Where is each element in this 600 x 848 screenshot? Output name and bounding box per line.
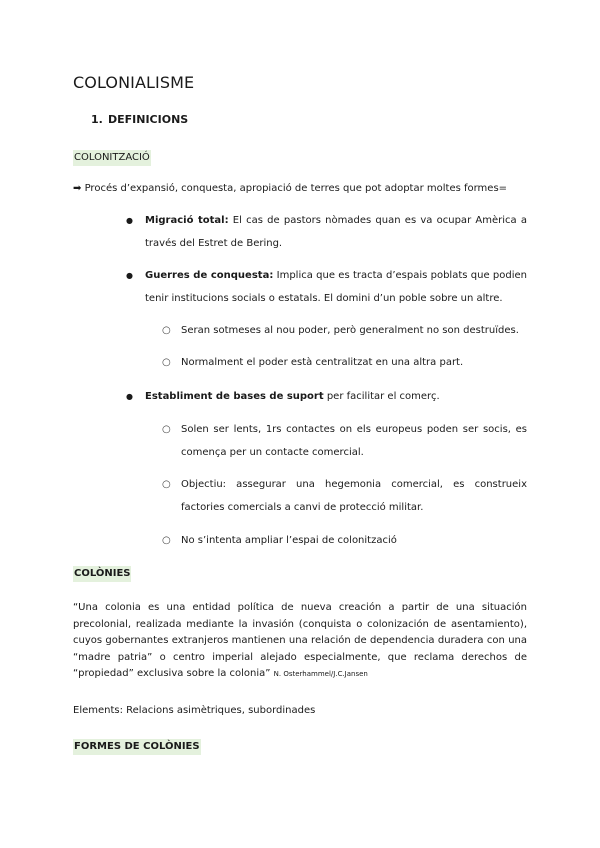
circle-bullet-icon: ○	[162, 479, 171, 490]
bullet-text: per facilitar el comerç.	[323, 391, 440, 402]
bullet-dot-icon: ●	[126, 271, 133, 280]
heading-formes: FORMES DE COLÒNIES	[73, 739, 201, 755]
bullet-text: El cas de pastors nòmades quan es va ocupar Amèrica a través del Estret de Bering.	[145, 215, 527, 249]
circle-bullet-icon: ○	[162, 357, 171, 368]
bullet-dot-icon: ●	[126, 392, 133, 401]
sub-list-item	[162, 474, 527, 519]
sub-item-text: Normalment el poder està centralitzat en una altra part.	[181, 357, 464, 368]
sub-item-text: Seran sotmeses al nou poder, però generalment no son destruïdes.	[181, 325, 519, 336]
bullet-bold: Establiment de bases de suport	[145, 391, 324, 402]
sub-list-item	[162, 352, 527, 375]
quote-author: N. Osterhammel/J.C.Jansen	[273, 670, 368, 678]
bullet-bold: Migració total:	[145, 215, 229, 226]
heading-colonies: COLÒNIES	[73, 566, 131, 582]
sub-list-item	[162, 419, 527, 464]
section-label: DEFINICIONS	[108, 113, 189, 126]
bullet-bold: Guerres de conquesta:	[145, 270, 274, 281]
page-title: COLONIALISME	[73, 73, 195, 92]
elements-line: Elements: Relacions asimètriques, subordinades	[73, 705, 316, 716]
list-item-guerres	[126, 265, 527, 310]
sub-list-item	[162, 530, 527, 553]
heading-colonitzacio: COLONITZACIÓ	[73, 150, 151, 166]
sub-item-text: Objectiu: assegurar una hegemonia comercial, es construeix factories comercials a canvi de protecció militar.	[181, 479, 527, 513]
list-item-bases	[126, 386, 527, 409]
sub-item-text: No s’intenta ampliar l’espai de colonització	[181, 535, 397, 546]
list-item-migracio	[126, 210, 527, 255]
sub-item-text: Solen ser lents, 1rs contactes on els europeus poden ser socis, es comença per un contacte comercial.	[181, 424, 527, 458]
circle-bullet-icon: ○	[162, 424, 171, 435]
definition-quote	[73, 600, 527, 683]
bullet-text: Implica que es tracta d’espais poblats que podien tenir institucions socials o estatals. El domini d’un poble sobre un altre.	[145, 270, 527, 304]
section-number: 1.	[91, 113, 103, 126]
arrow-icon: ➡	[73, 183, 82, 194]
intro-text: Procés d’expansió, conquesta, apropiació de terres que pot adoptar moltes formes=	[84, 183, 508, 194]
sub-list-item	[162, 320, 527, 343]
circle-bullet-icon: ○	[162, 535, 171, 546]
circle-bullet-icon: ○	[162, 325, 171, 336]
intro-paragraph	[73, 178, 507, 200]
quote-text: “Una colonia es una entidad política de nueva creación a partir de una situación precolonial, realizada mediante la invasión (conquista o colonización de asentamiento), cuyos gobernantes extranjeros mantienen una relación de dependencia duradera con una “madre patria” o centro imperial alejado especialmente, que reclama derechos de “propiedad” exclusiva sobre la colonia”	[73, 602, 527, 679]
section-heading-definicions	[91, 113, 188, 126]
bullet-dot-icon: ●	[126, 216, 133, 225]
